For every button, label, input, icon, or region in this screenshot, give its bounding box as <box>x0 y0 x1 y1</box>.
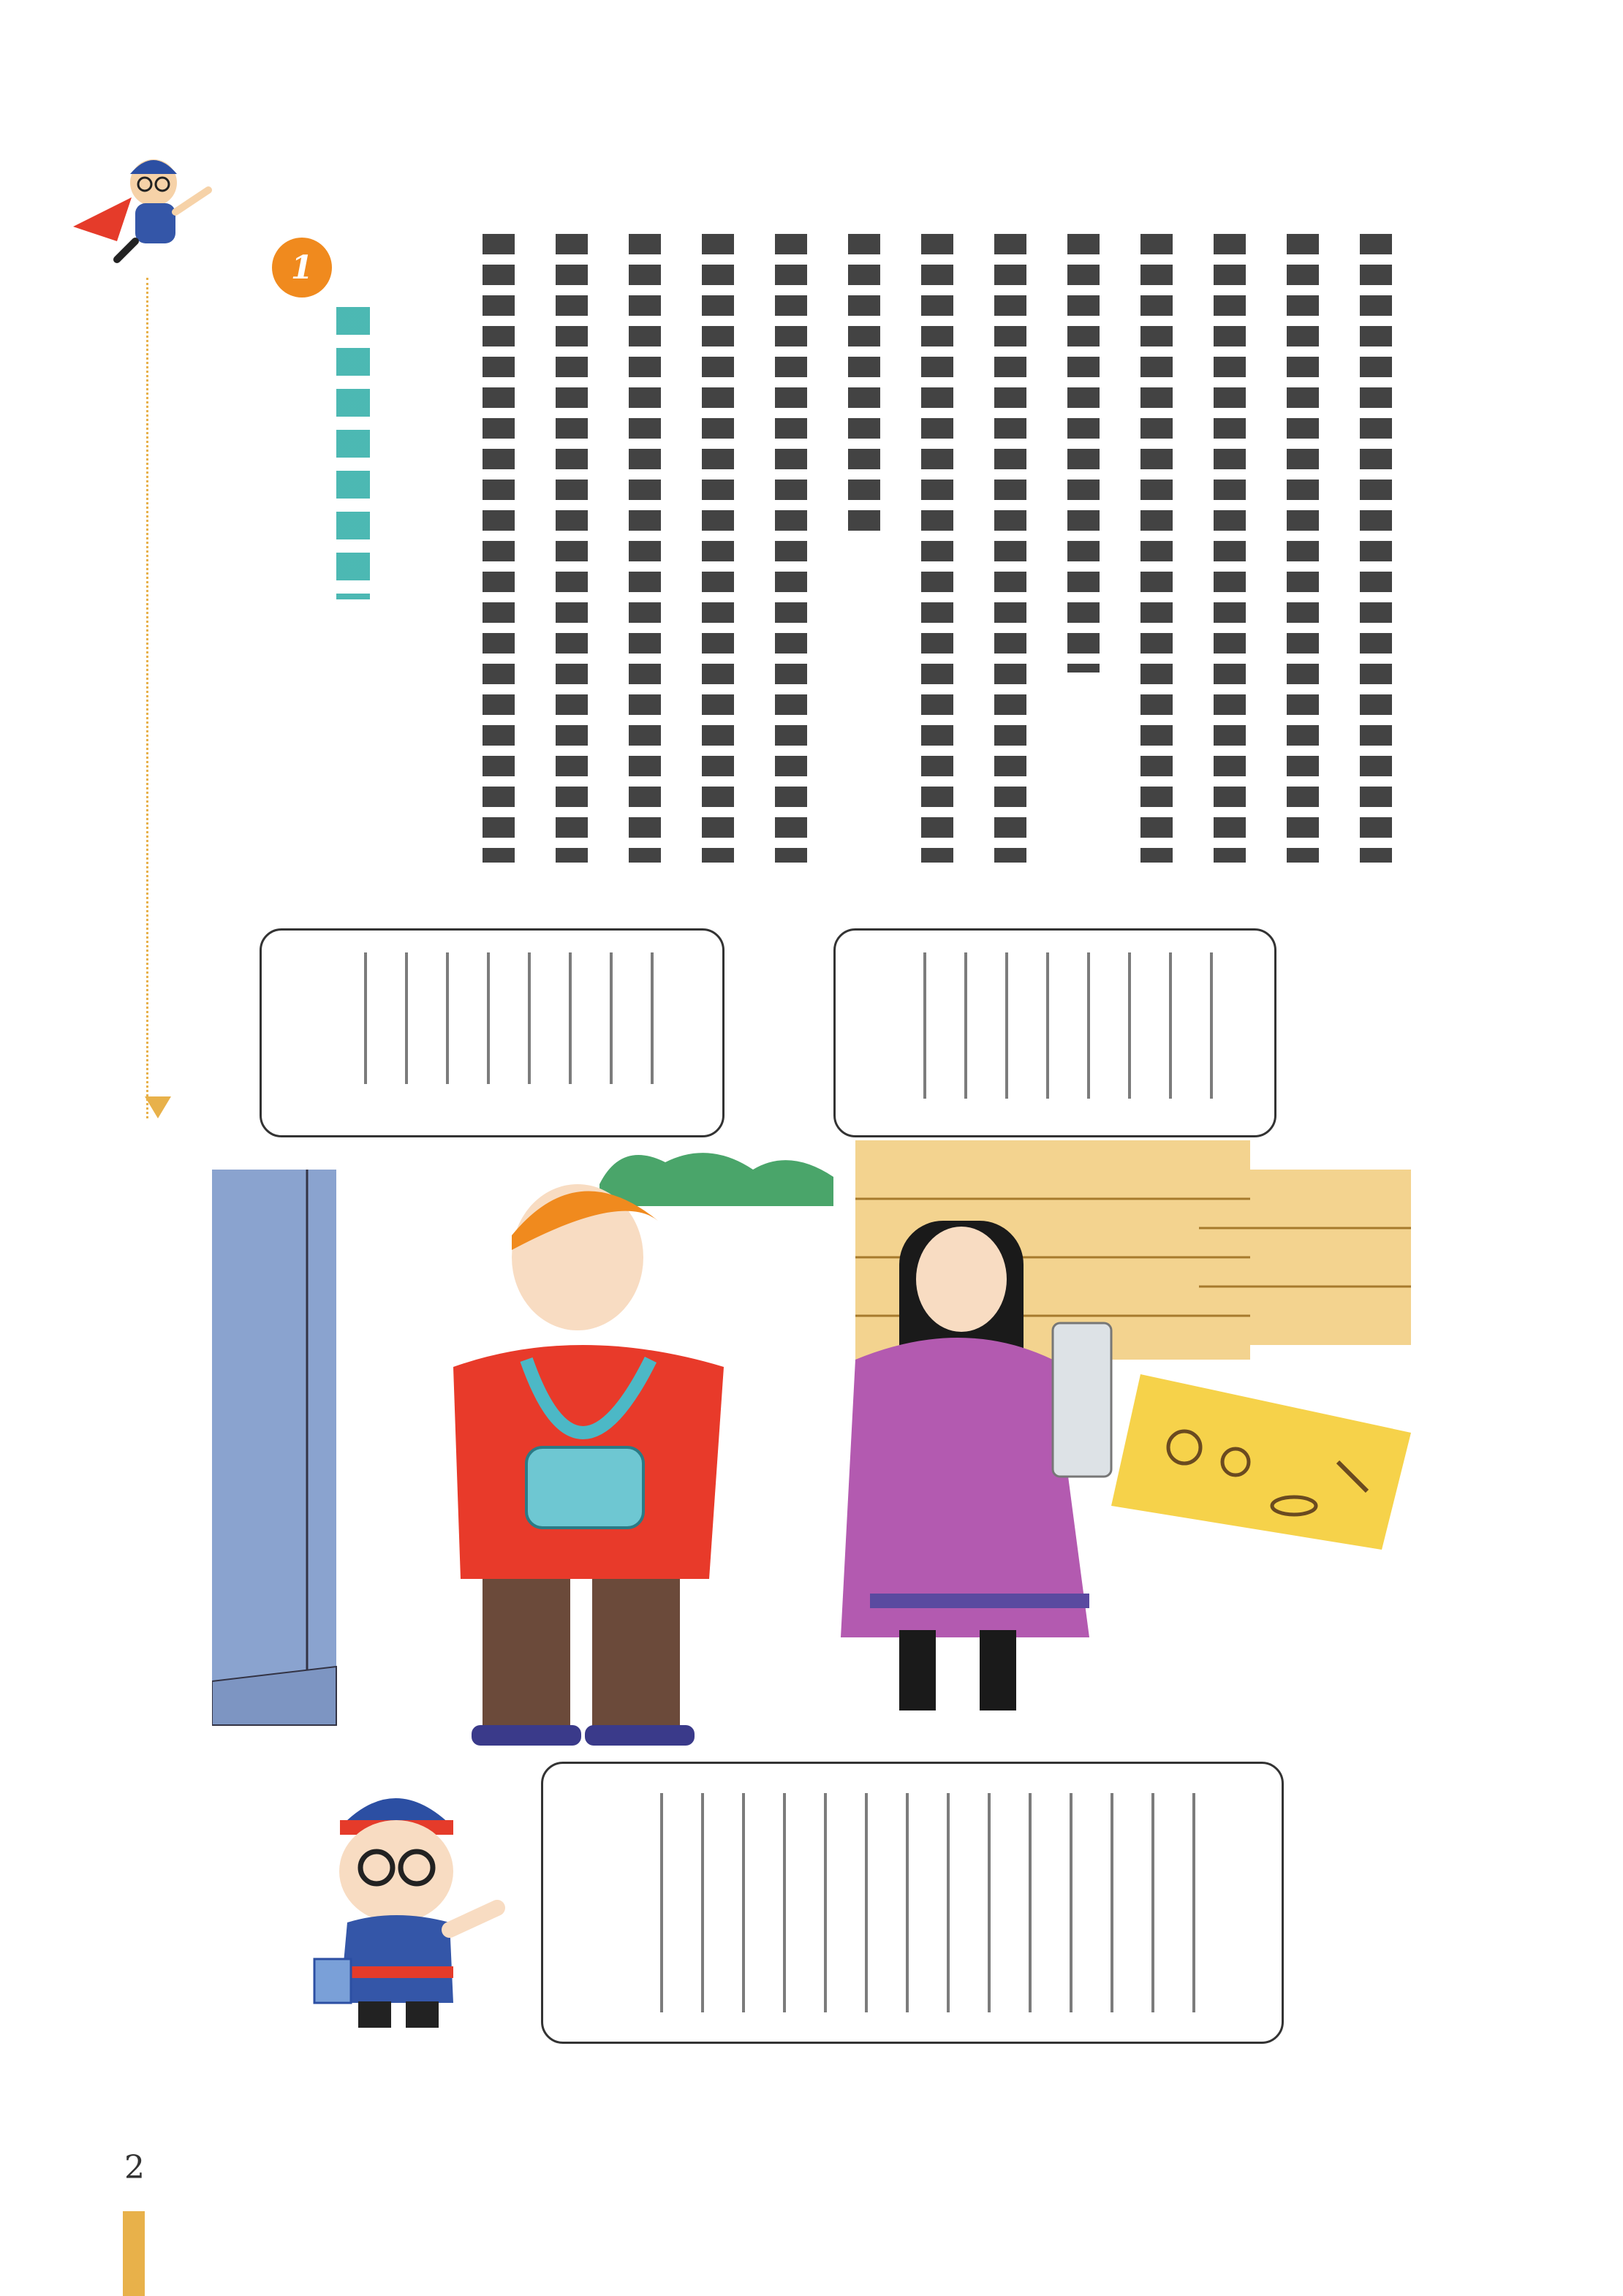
body-column <box>1214 234 1246 863</box>
page-number: 2 <box>124 2149 145 2186</box>
page-number-bar <box>123 2211 145 2296</box>
body-column <box>921 234 953 863</box>
body-column <box>483 234 515 863</box>
body-column <box>775 234 807 863</box>
woman-speech-lines <box>901 952 1238 1099</box>
boy-pointing-illustration <box>307 1769 512 2032</box>
man-speech-bubble <box>260 928 725 1137</box>
woman-speech-bubble <box>833 928 1276 1137</box>
body-column <box>1287 234 1319 863</box>
body-column <box>994 234 1026 863</box>
body-column <box>1067 234 1100 672</box>
body-column <box>556 234 588 863</box>
body-column <box>1140 234 1173 863</box>
body-column <box>702 234 734 863</box>
boy-speech-lines <box>638 1793 1208 2012</box>
body-column <box>629 234 661 863</box>
header-arrow-icon <box>145 1096 171 1118</box>
body-column <box>1360 234 1392 863</box>
street-scene-illustration <box>212 1126 1448 1747</box>
boy-speech-bubble <box>541 1762 1284 2044</box>
header-dotted-line <box>146 278 148 1118</box>
flying-hero-boy-icon <box>66 139 219 270</box>
body-text <box>439 234 1374 877</box>
man-speech-lines <box>342 952 664 1084</box>
body-column <box>848 234 880 541</box>
lesson-title-placeholder <box>336 307 370 599</box>
lesson-number-badge: 1 <box>272 238 332 298</box>
